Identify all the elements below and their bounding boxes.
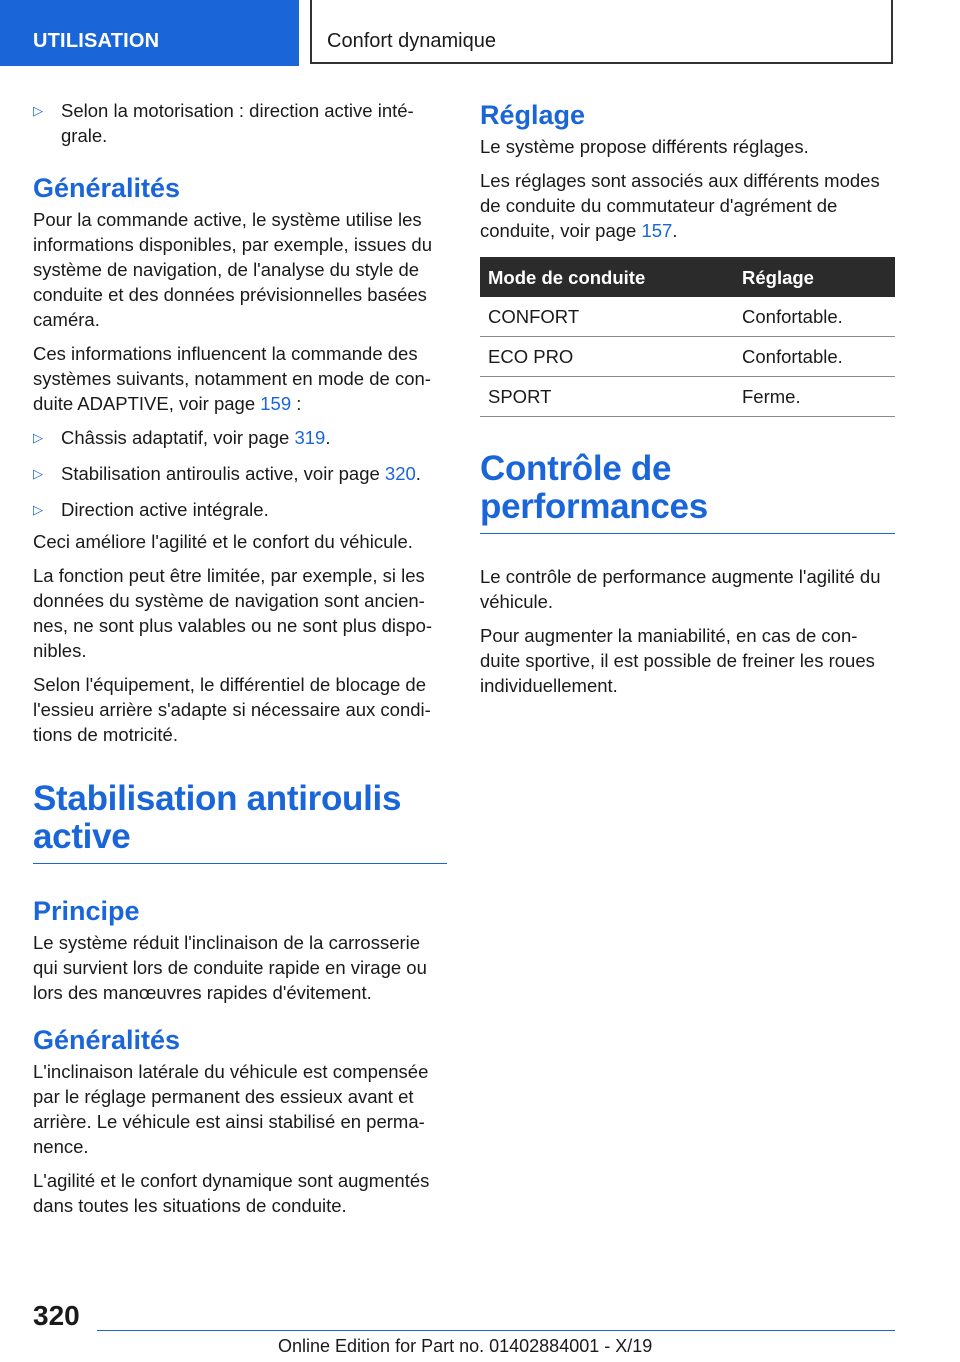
table-row: [480, 337, 895, 377]
paragraph: Pour augmenter la maniabilité, en cas de con-duite sportive, il est possible de freiner les roues individuellement.: [480, 625, 875, 696]
table-row: [480, 297, 895, 337]
section-heading-generalites: Généralités: [33, 173, 181, 203]
page-link[interactable]: 320: [384, 463, 416, 484]
table-header-row: [480, 257, 895, 297]
drive-mode-table: [480, 257, 895, 417]
table-cell: Confortable.: [734, 297, 895, 337]
paragraph: L'agilité et le confort dynamique sont augmentés dans toutes les situations de conduite.: [33, 1170, 430, 1216]
chapter-heading-wrap: [480, 450, 895, 534]
section-heading-generalites-2: Généralités: [33, 1025, 181, 1055]
table-row: [480, 377, 895, 417]
footer-edition-text: Online Edition for Part no. 01402884001 - X/19: [278, 1336, 653, 1356]
bullet-triangle-icon: ▷: [33, 103, 43, 118]
bullet-text: Direction active intégrale.: [61, 499, 269, 520]
table-header-cell: Mode de conduite: [480, 257, 734, 297]
header-chapter-label: Confort dynamique: [327, 30, 496, 52]
bullet-triangle-icon: ▷: [33, 502, 43, 517]
list-item: [33, 98, 447, 148]
chapter-heading-stabilisation: Stabilisation antiroulis active: [33, 780, 447, 864]
right-column: [480, 98, 895, 707]
header-chapter-box: [310, 0, 893, 64]
paragraph: Le système réduit l'inclinaison de la carrosserie qui survient lors de conduite rapide en virage ou lors des manœuvres rapides d'évitement.: [33, 932, 427, 1003]
chapter-heading-wrap: [33, 780, 447, 864]
page-link[interactable]: 159: [260, 393, 292, 414]
page-link[interactable]: 157: [641, 220, 673, 241]
table-cell: ECO PRO: [480, 337, 734, 377]
bullet-triangle-icon: ▷: [33, 466, 43, 481]
paragraph: Le système propose différents réglages.: [480, 136, 809, 157]
paragraph: Ceci améliore l'agilité et le confort du véhicule.: [33, 531, 413, 552]
bullet-triangle-icon: ▷: [33, 430, 43, 445]
header-section-label: UTILISATION: [33, 30, 160, 52]
table-cell: SPORT: [480, 377, 734, 417]
paragraph: L'inclinaison latérale du véhicule est compensée par le réglage permanent des essieux avant et arrière. Le véhicule est ainsi stabilisé en perma-nence.: [33, 1061, 429, 1157]
table-header-cell: Réglage: [734, 257, 895, 297]
paragraph: Pour la commande active, le système utilise les informations disponibles, par exemple, issues du système de navigation, de l'analyse du style de conduite et des données prévisionnelles basées caméra.: [33, 209, 432, 330]
left-column: [33, 98, 447, 1227]
list-item: ▷ Stabilisation antiroulis active, voir page 320.: [33, 463, 421, 484]
header-section-tab: [0, 0, 299, 66]
section-heading-principe: Principe: [33, 896, 140, 926]
paragraph: Les réglages sont associés aux différents modes de conduite du commutateur d'agrément de conduite, voir page 157.: [480, 170, 880, 241]
chapter-heading-controle: Contrôle de performances: [480, 450, 895, 534]
table-cell: CONFORT: [480, 297, 734, 337]
page-number: 320: [33, 1300, 80, 1331]
paragraph: La fonction peut être limitée, par exemple, si les données du système de navigation sont ancien-nes, ne sont plus valables ou ne sont plus dispo-nibles.: [33, 565, 433, 661]
footer-divider: [97, 1330, 895, 1331]
paragraph: Ces informations influencent la commande des systèmes suivants, notamment en mode de con-duite ADAPTIVE, voir page 159 :: [33, 343, 431, 414]
list-item: [33, 497, 447, 522]
bullet-text: Selon la motorisation : direction active inté-grale.: [61, 100, 414, 146]
section-heading-reglage: Réglage: [480, 100, 586, 130]
paragraph: Selon l'équipement, le différentiel de blocage de l'essieu arrière s'adapte si nécessaire aux condi-tions de motricité.: [33, 674, 431, 745]
list-item: ▷ Châssis adaptatif, voir page 319.: [33, 427, 331, 448]
table-cell: Confortable.: [734, 337, 895, 377]
table-cell: Ferme.: [734, 377, 895, 417]
page-link[interactable]: 319: [294, 427, 326, 448]
paragraph: Le contrôle de performance augmente l'agilité du véhicule.: [480, 566, 881, 612]
